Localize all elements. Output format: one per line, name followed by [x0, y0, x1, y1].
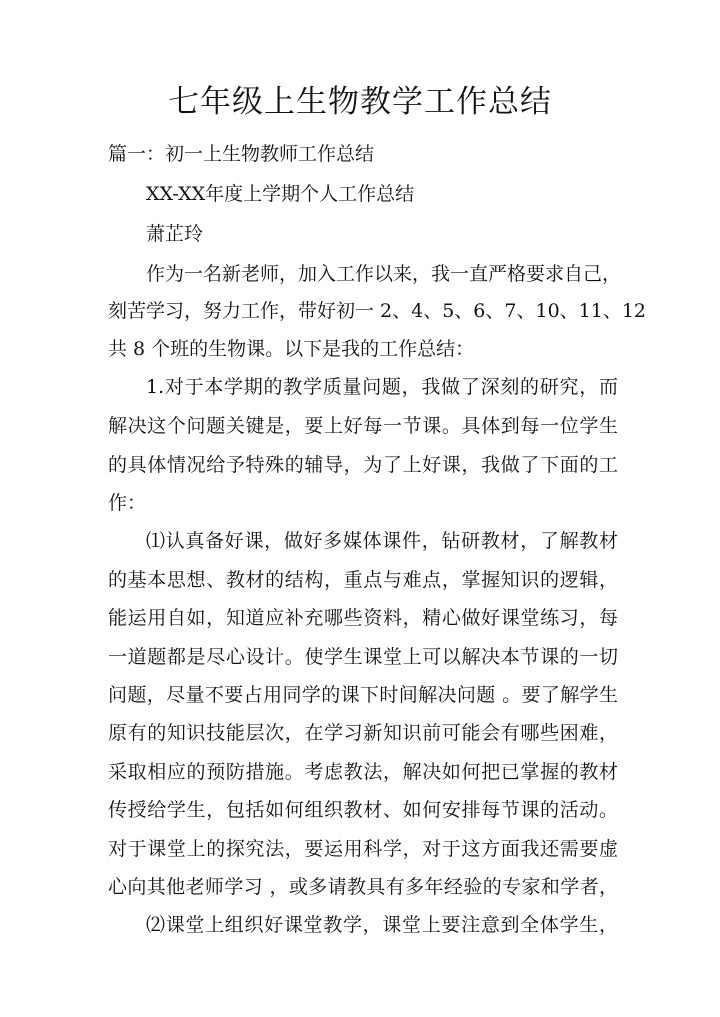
text-line: 一道题都是尽心设计。使学生课堂上可以解决本节课的一切 [108, 646, 618, 668]
section-heading: 篇一：初一上生物教师工作总结 [108, 143, 375, 165]
text-line: 的具体情况给予特殊的辅导，为了上好课，我做了下面的工 [108, 454, 618, 476]
text-line: 问题，尽量不要占用同学的课下时间解决问题 。要了解学生 [108, 684, 618, 706]
text-line: 传授给学生，包括如何组织教材、如何安排每节课的活动。 [108, 799, 618, 821]
text-line: 1.对于本学期的教学质量问题，我做了深刻的研究，而 [146, 376, 618, 398]
text-line: ⑴认真备好课，做好多媒体课件，钻研教材，了解教材 [146, 530, 618, 552]
subtitle-line: XX-XX年度上学期个人工作总结 [146, 183, 415, 205]
text-line: 能运用自如，知道应补充哪些资料，精心做好课堂练习，每 [108, 607, 618, 629]
text-line: 共 8 个班的生物课。以下是我的工作总结： [108, 338, 475, 360]
text-line: 刻苦学习，努力工作，带好初一 2、4、5、6、7、10、11、12 [108, 300, 647, 322]
text-line: 采取相应的预防措施。考虑教法，解决如何把已掌握的教材 [108, 761, 618, 783]
text-line: 心向其他老师学习 ，或多请教具有多年经验的专家和学者， [108, 876, 618, 898]
text-line: 作： [108, 492, 147, 514]
text-line: 作为一名新老师，加入工作以来，我一直严格要求自己， [146, 263, 622, 285]
document-title: 七年级上生物教学工作总结 [168, 84, 552, 120]
text-line: 解决这个问题关键是，要上好每一节课。具体到每一位学生 [108, 415, 618, 437]
text-line: 原有的知识技能层次，在学习新知识前可能会有哪些困难， [108, 722, 618, 744]
author-name: 萧芷玲 [146, 223, 204, 245]
text-line: ⑵课堂上组织好课堂教学，课堂上要注意到全体学生， [146, 914, 618, 936]
text-line: 的基本思想、教材的结构，重点与难点，掌握知识的逻辑， [108, 569, 618, 591]
text-line: 对于课堂上的探究法，要运用科学，对于这方面我还需要虚 [108, 838, 618, 860]
